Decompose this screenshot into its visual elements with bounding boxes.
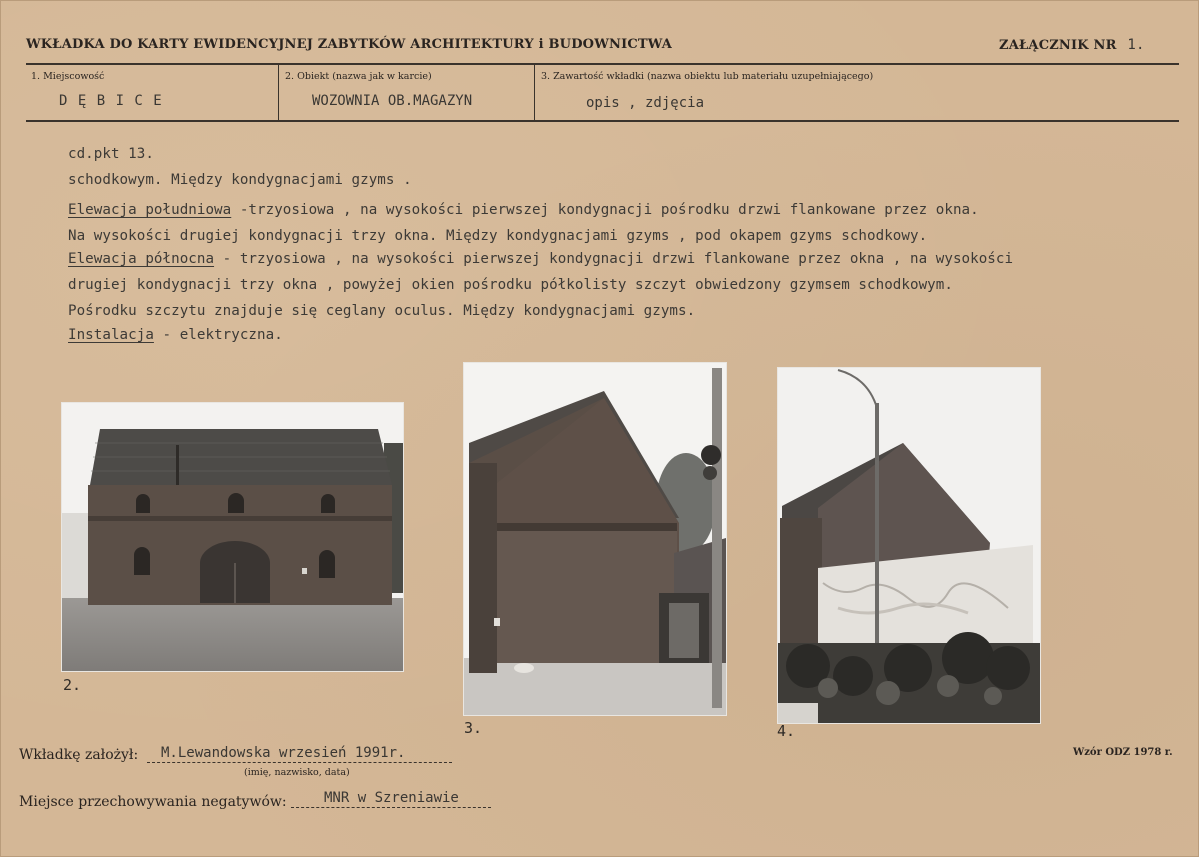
locality-value: D Ę B I C E [59,93,163,109]
object-label: 2. Obiekt (nazwa jak w karcie) [285,71,432,82]
contents-value: opis , zdjęcia [586,95,705,111]
form-reference: Wzór ODZ 1978 r. [1073,747,1173,758]
body-line-8-text: - elektryczna. [153,327,283,343]
section-heading-north: Elewacja północna [68,251,215,267]
photo-4-number: 4. [777,722,796,740]
body-line-1: cd.pkt 13. [68,146,154,162]
contents-label: 3. Zawartość wkładki (nazwa obiektu lub materiału uzupełniającego) [541,71,874,82]
field-divider-1 [278,65,279,120]
founder-hint: (imię, nazwisko, data) [244,767,350,778]
attachment-number: 1. [1127,37,1145,53]
body-line-8 [68,327,283,343]
storage-label: Miejsce przechowywania negatywów: [19,794,287,810]
body-line-4: Na wysokości drugiej kondygnacji trzy okna. Między kondygnacjami gzyms , pod okapem gzyms schodkowy. [68,228,928,244]
storage-value: MNR w Szreniawie [324,790,459,806]
field-divider-2 [534,65,535,120]
body-line-7: Pośrodku szczytu znajduje się ceglany oculus. Między kondygnacjami gzyms. [68,303,696,319]
card-title: WKŁADKA DO KARTY EWIDENCYJNEJ ZABYTKÓW ARCHITEKTURY i BUDOWNICTWA [26,37,673,52]
header-rule-top [26,63,1179,65]
section-heading-installation: Instalacja [68,327,154,343]
body-line-2: schodkowym. Między kondygnacjami gzyms . [68,172,412,188]
photo-3-image [464,363,726,715]
body-line-6: drugiej kondygnacji trzy okna , powyżej okien pośrodku półkolisty szczyt obwiedzony gzymsem schodkowym. [68,277,953,293]
storage-dotted-line [291,807,491,808]
body-line-5 [68,251,1013,267]
photo-2 [62,403,403,671]
photo-2-number: 2. [63,676,82,694]
photo-4 [778,368,1040,723]
photo-4-image [778,368,1040,723]
body-line-3-text: -trzyosiowa , na wysokości pierwszej kondygnacji pośrodku drzwi flankowane przez okna. [231,202,979,218]
locality-label: 1. Miejscowość [31,71,105,82]
founder-value: M.Lewandowska wrzesień 1991r. [161,745,406,761]
photo-2-image [62,403,403,671]
body-line-3 [68,202,979,218]
photo-3 [464,363,726,715]
body-line-5-text: - trzyosiowa , na wysokości pierwszej kondygnacji drzwi flankowane przez okna , na wysokości [214,251,1014,267]
section-heading-south: Elewacja południowa [68,202,232,218]
founder-dotted-line [147,762,452,763]
attachment-label [999,37,1145,53]
photo-3-number: 3. [464,719,483,737]
attachment-label-text: ZAŁĄCZNIK NR [999,38,1117,53]
founder-label: Wkładkę założył: [19,747,139,763]
object-value: WOZOWNIA OB.MAGAZYN [312,93,473,109]
header-rule-bottom [26,120,1179,122]
